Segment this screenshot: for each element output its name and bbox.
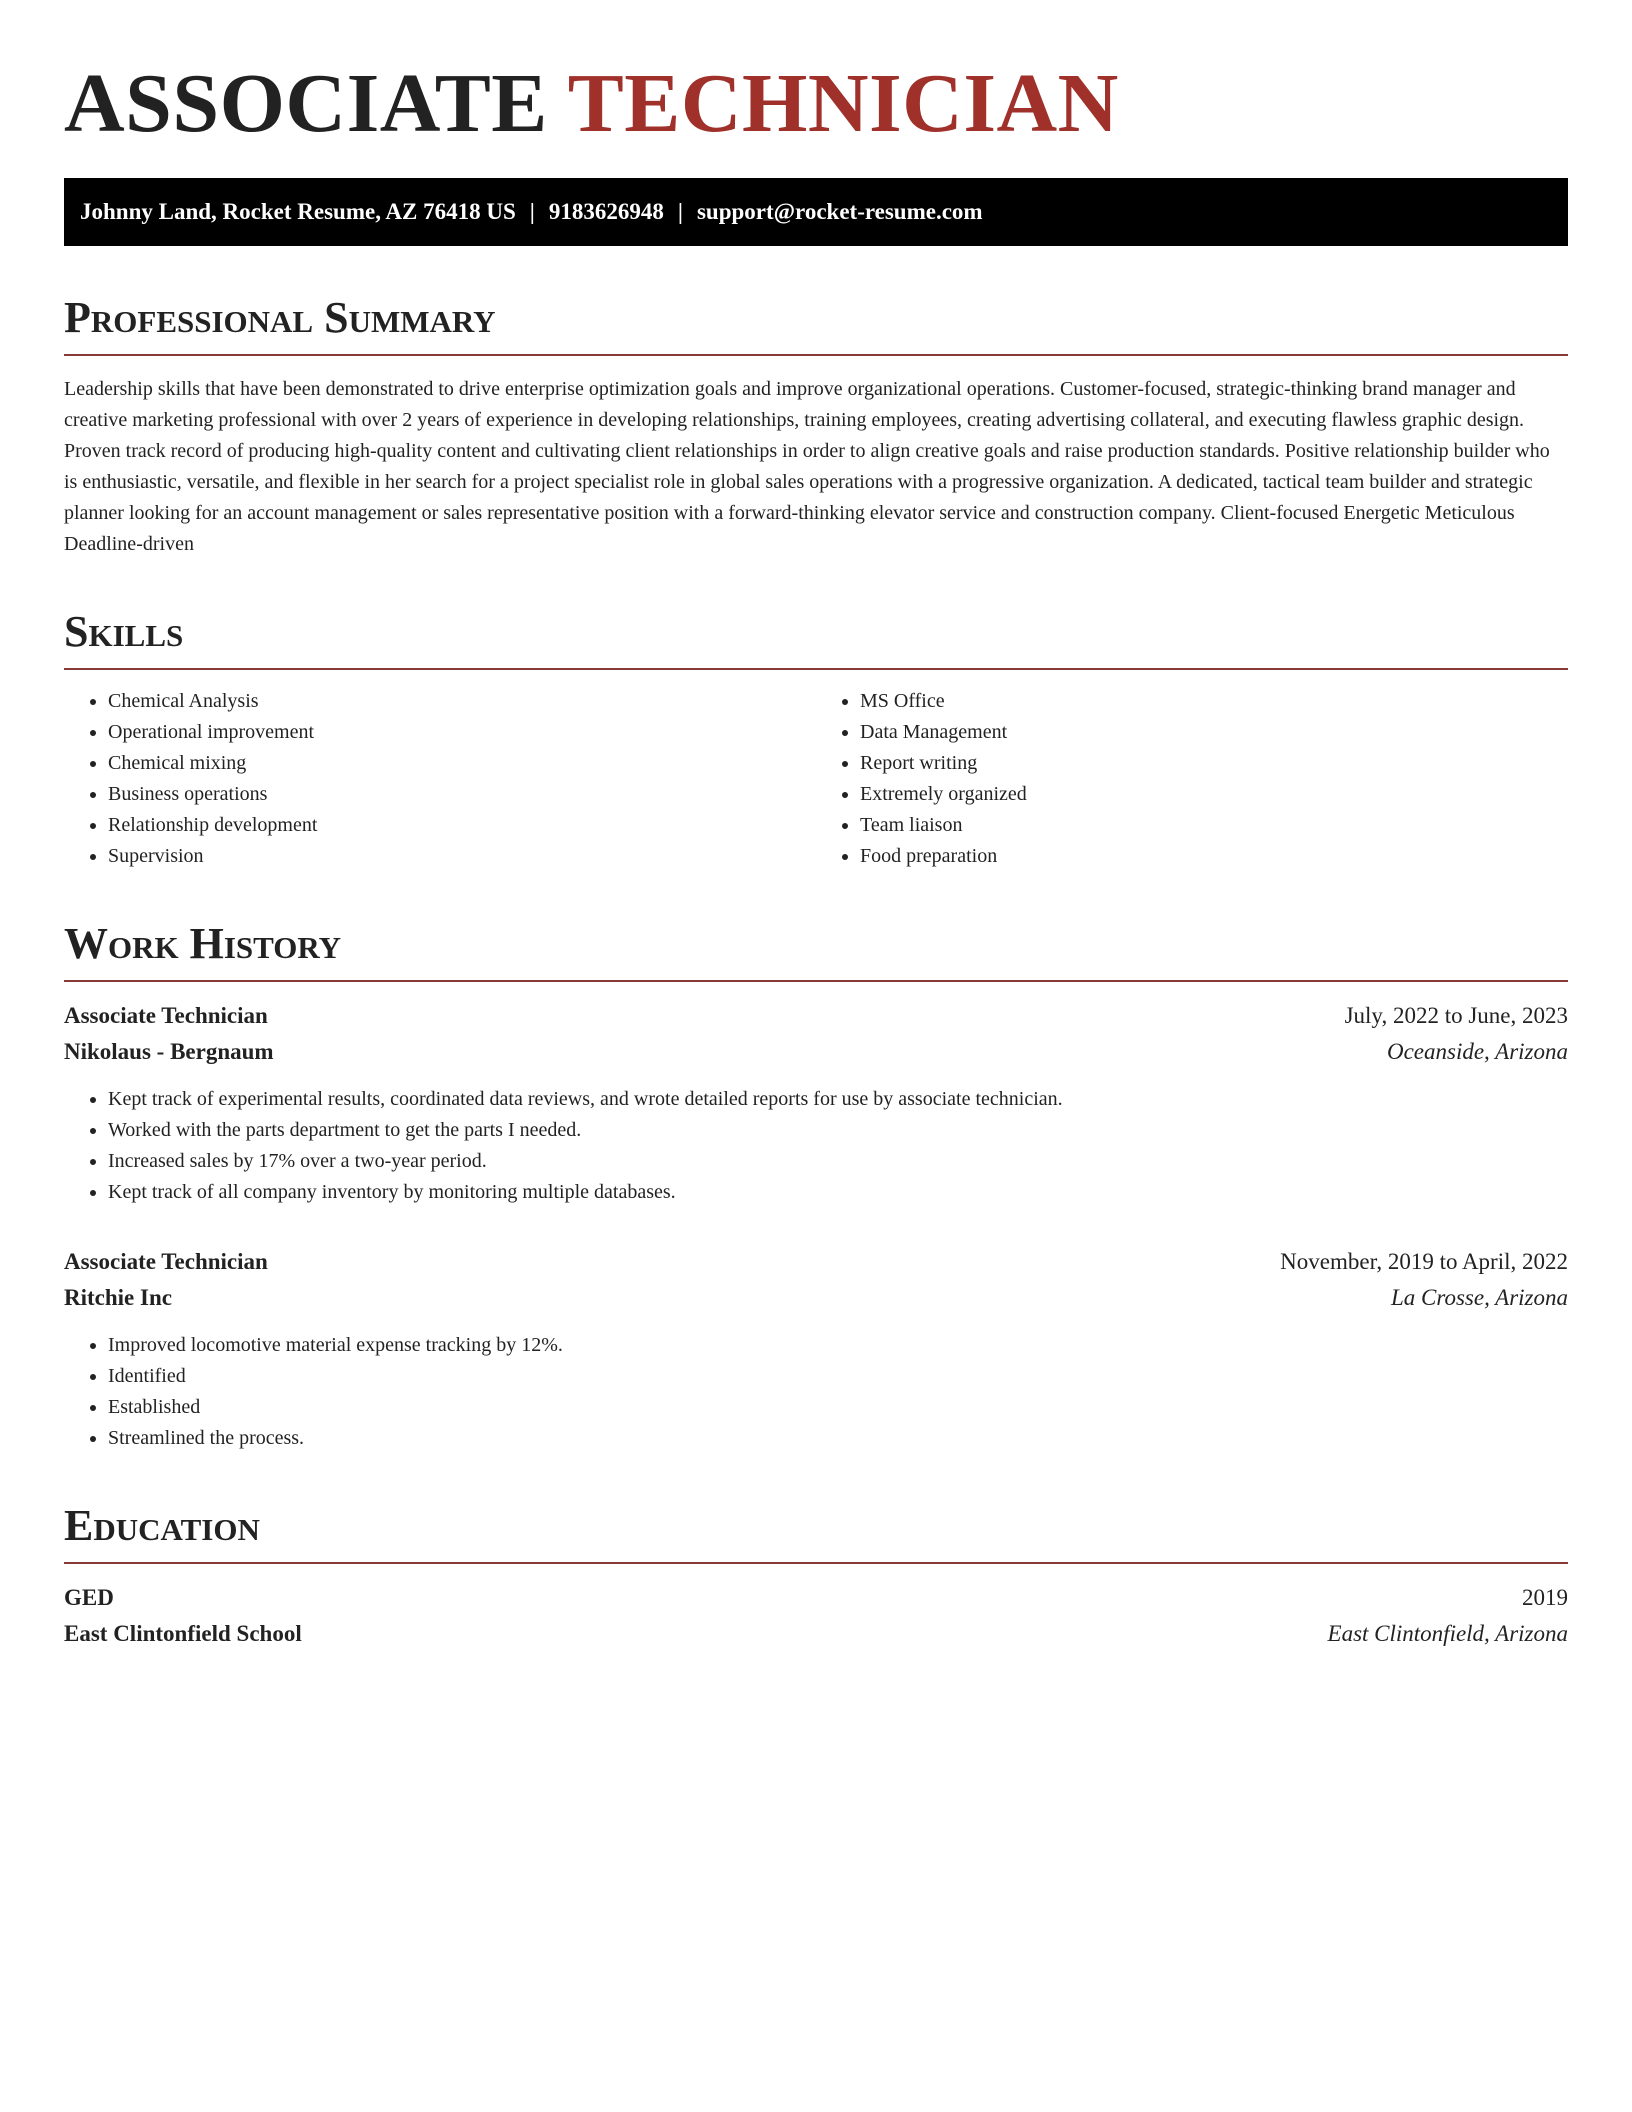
skill-item: • Relationship development xyxy=(108,810,816,841)
skill-item: • Team liaison xyxy=(860,810,1568,841)
contact-separator: | xyxy=(529,199,535,224)
skill-item: • Chemical mixing xyxy=(108,748,816,779)
education-location: East Clintonfield, Arizona xyxy=(1327,1621,1568,1646)
skill-item: • Operational improvement xyxy=(108,717,816,748)
work-history-title: Work History xyxy=(64,918,1568,982)
contact-separator: | xyxy=(677,199,683,224)
skills-list-right xyxy=(816,686,1568,872)
education-school: East Clintonfield School xyxy=(64,1621,302,1646)
education-section xyxy=(64,1500,1568,1652)
contact-bar xyxy=(64,178,1568,246)
job-bullet: • Kept track of experimental results, coordinated data reviews, and wrote detailed reports for use by associate technician. xyxy=(108,1084,1568,1115)
job-company: Nikolaus - Bergnaum xyxy=(64,1039,274,1064)
summary-title: Professional Summary xyxy=(64,292,1568,356)
contact-address: Johnny Land, Rocket Resume, AZ 76418 US xyxy=(80,199,516,224)
skill-item: • Report writing xyxy=(860,748,1568,779)
name-first: ASSOCIATE xyxy=(64,57,548,150)
skill-item: • Food preparation xyxy=(860,841,1568,872)
skill-item: • Business operations xyxy=(108,779,816,810)
job-location: La Crosse, Arizona xyxy=(1390,1285,1568,1310)
skills-columns xyxy=(64,686,1568,872)
job-company-row xyxy=(64,1034,1568,1070)
resume-name xyxy=(64,54,1568,154)
job-bullet: • Improved locomotive material expense tracking by 12%. xyxy=(108,1330,1568,1361)
skills-title: Skills xyxy=(64,606,1568,670)
skill-item: • Data Management xyxy=(860,717,1568,748)
skill-item: • Supervision xyxy=(108,841,816,872)
job-company: Ritchie Inc xyxy=(64,1285,172,1310)
job-location: Oceanside, Arizona xyxy=(1386,1039,1568,1064)
job-title: Associate Technician xyxy=(64,1249,268,1274)
education-year: 2019 xyxy=(1522,1585,1568,1610)
job-company-row xyxy=(64,1280,1568,1316)
education-title: Education xyxy=(64,1500,1568,1564)
skill-item: • Chemical Analysis xyxy=(108,686,816,717)
education-entry xyxy=(64,1580,1568,1652)
job-dates: November, 2019 to April, 2022 xyxy=(1280,1249,1568,1274)
job-header-row xyxy=(64,1244,1568,1280)
job-bullet: • Established xyxy=(108,1392,1568,1423)
job-dates: July, 2022 to June, 2023 xyxy=(1344,1003,1568,1028)
job-bullet: • Identified xyxy=(108,1361,1568,1392)
job-title: Associate Technician xyxy=(64,1003,268,1028)
name-last: TECHNICIAN xyxy=(567,57,1119,150)
work-history-section xyxy=(64,918,1568,1454)
job-bullet: • Kept track of all company inventory by monitoring multiple databases. xyxy=(108,1177,1568,1208)
job-bullet: • Increased sales by 17% over a two-year period. xyxy=(108,1146,1568,1177)
contact-phone: 9183626948 xyxy=(548,199,664,224)
education-degree-row xyxy=(64,1580,1568,1616)
skill-item: • MS Office xyxy=(860,686,1568,717)
summary-text: Leadership skills that have been demonstrated to drive enterprise optimization goals and improve organizational operations. Customer-focused, strategic-thinking brand manager and creative marketing professional with over 2 years of experience in developing relationships, training employees, creating advertising collateral, and executing flawless graphic design. Proven track record of producing high-quality content and cultivating client relationships in order to align creative goals and raise production standards. Positive relationship builder who is enthusiastic, versatile, and flexible in her search for a project specialist role in global sales operations with a progressive organization. A dedicated, tactical team builder and strategic planner looking for an account management or sales representative position with a forward-thinking elevator service and construction company. Client-focused Energetic Meticulous Deadline-driven xyxy=(64,378,1550,555)
job-bullets xyxy=(64,1330,1568,1454)
skills-section xyxy=(64,606,1568,872)
skill-item: • Extremely organized xyxy=(860,779,1568,810)
job-entry xyxy=(64,1244,1568,1454)
job-bullet: • Streamlined the process. xyxy=(108,1423,1568,1454)
job-bullets xyxy=(64,1084,1568,1208)
skills-list-left xyxy=(64,686,816,872)
job-header-row xyxy=(64,998,1568,1034)
education-degree: GED xyxy=(64,1585,114,1610)
contact-email: support@rocket-resume.com xyxy=(696,199,983,224)
job-entry xyxy=(64,998,1568,1208)
summary-section xyxy=(64,292,1568,560)
job-bullet: • Worked with the parts department to get the parts I needed. xyxy=(108,1115,1568,1146)
education-school-row xyxy=(64,1616,1568,1652)
